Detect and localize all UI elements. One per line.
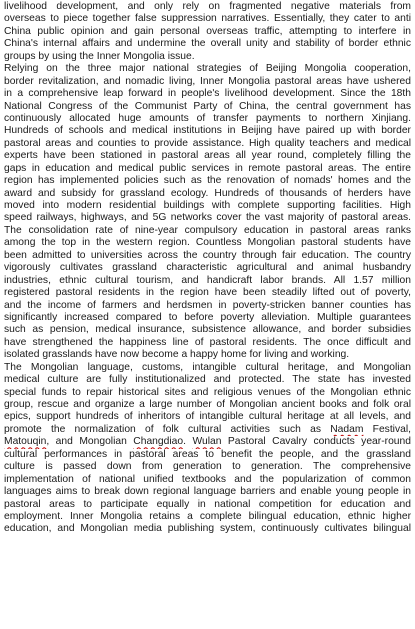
text-line (4, 250, 411, 262)
text-segment: Festival, (363, 423, 411, 435)
text-line (4, 362, 411, 374)
text-line (4, 237, 411, 249)
text-segment: culture is passed down from generation to generation. The comprehensive (4, 461, 411, 473)
text-segment: in a comprehensive leap forward in people's livelihood development. Since the 18th (4, 88, 411, 100)
text-line (4, 1, 411, 13)
text-segment: continuously allocated huge amounts of transfer payments to northern Xinjiang. (4, 112, 411, 124)
text-line (4, 200, 411, 212)
text-line (4, 424, 411, 436)
text-segment: award and subsidy for grassland ecology. Hundreds of thousands of herders have (4, 187, 411, 199)
text-segment: and the income of farmers and herdsmen in poverty-stricken banner counties has (4, 299, 411, 311)
text-segment: industries, ethnic cultural tourism, and handicraft labor brands. All 1.57 million (4, 274, 411, 286)
text-segment: Relying on the three major national strategies of Beijing Mongolia cooperation, (4, 63, 411, 75)
text-line (4, 399, 411, 411)
text-line (4, 38, 411, 50)
text-segment: gaps in education and medical public services in remote pastoral areas. The entire (4, 162, 411, 174)
text-segment: education, and Mongolian media publishing system, continuously cultivates bilingual (4, 523, 411, 535)
text-segment: China public opinion and gain personal overseas traffic, attempting to interfere in (4, 25, 411, 37)
text-line (4, 138, 411, 150)
text-line (4, 150, 411, 162)
text-segment: region has implemented policies such as the renovation of nomads' homes and the (4, 175, 411, 187)
text-line (4, 461, 411, 473)
text-segment: China's internal affairs and undermine the overall unity and stability of border ethnic (4, 38, 411, 50)
text-segment: vigorously cultivates grassland characteristic agricultural and animal husbandry (4, 262, 411, 274)
text-segment: epics, support hundreds of inheritors of intangible cultural heritage at all levels, and (4, 411, 411, 423)
text-segment: moved into modern residential buildings with complete supporting facilities. High (4, 200, 411, 211)
text-line (4, 275, 411, 287)
text-line (4, 175, 411, 187)
text-line (4, 163, 411, 175)
spellcheck-flagged-word: Wulan (192, 436, 222, 448)
text-segment: speed railways, highways, and 5G networks cover the vast majority of pastoral areas. (4, 212, 411, 224)
text-segment: significantly increased compared to before poverty alleviation. Multiple guarantees (4, 311, 411, 323)
text-line (4, 212, 411, 224)
spellcheck-flagged-word: Changdiao (133, 436, 184, 448)
text-segment: have strengthened the happiness line of pastoral residents. The once difficult and (4, 336, 411, 348)
text-line (4, 474, 411, 486)
text-line (4, 26, 411, 38)
text-line (4, 499, 411, 511)
text-segment: National Congress of the Communist Party of China, the central government has (4, 100, 411, 112)
text-line (4, 324, 411, 336)
text-line (4, 387, 411, 399)
text-line (4, 337, 411, 349)
text-segment: pastoral areas to participate equally in national competition for education and (4, 498, 411, 510)
text-segment: among the top in the western region. Countless Mongolian pastoral students have (4, 237, 411, 249)
text-segment: implementation of national unified textbooks and the popularization of common (4, 473, 411, 485)
text-line (4, 349, 411, 361)
text-segment: The consolidation rate of nine-year compulsory education in pastoral areas ranks (4, 224, 411, 236)
text-segment: experts have been stationed in pastoral areas all year round, completely filling the (4, 150, 411, 162)
text-line (4, 300, 411, 312)
text-segment: border revitalization, and nomadic living, Inner Mongolia pastoral areas have ushered (4, 75, 411, 87)
text-segment: overseas to piece together false suppression narratives. Essentially, they cater to anti (4, 13, 411, 25)
text-line (4, 436, 411, 448)
text-line (4, 411, 411, 423)
text-segment: Pastoral Cavalry conducts year-round (221, 436, 411, 448)
text-line (4, 449, 411, 461)
text-segment: promote the normalization of folk cultural activities such as (4, 423, 331, 435)
text-line (4, 262, 411, 274)
text-segment: languages aims to break down regional language barriers and enable young people in (4, 486, 411, 498)
text-segment: Hundreds of schools and medical institutions in Beijing have paired up with border (4, 125, 411, 137)
text-line (4, 51, 411, 63)
text-line (4, 76, 411, 88)
text-line (4, 101, 411, 113)
text-line (4, 113, 411, 125)
text-line (4, 225, 411, 237)
text-line (4, 88, 411, 100)
text-line (4, 63, 411, 75)
spellcheck-flagged-word: Nadam (330, 423, 364, 435)
spellcheck-flagged-word: Matouqin (4, 436, 47, 448)
text-line (4, 523, 411, 535)
text-segment: such as pension, medical insurance, subsistence allowance, and border subsidies (4, 324, 411, 336)
text-segment: registered pastoral residents in the region have been steadily lifted out of poverty, (4, 287, 411, 299)
text-segment: employment. Inner Mongolia retains a complete bilingual education, ethnic higher (4, 510, 411, 522)
text-segment: The Mongolian language, customs, intangible cultural heritage, and Mongolian (4, 361, 411, 373)
text-line (4, 287, 411, 299)
text-segment: , and Mongolian (46, 436, 134, 448)
text-line (4, 188, 411, 200)
text-line (4, 511, 411, 523)
text-line (4, 125, 411, 137)
text-segment: special funds to repair historical sites and religious venues of the Mongolian ethnic (4, 386, 411, 398)
text-segment: medical culture are fully institutionalized and protected. The state has invested (4, 374, 411, 386)
text-segment: . (183, 436, 193, 448)
text-segment: group, rescue and organize a large number of Mongolian ancient books and folk oral (4, 399, 411, 410)
text-line (4, 374, 411, 386)
text-line (4, 486, 411, 498)
text-line (4, 312, 411, 324)
text-line (4, 13, 411, 25)
text-segment: been admitted to universities across the country through fair education. The country (4, 249, 411, 261)
text-segment: groups by using the Inner Mongolia issue. (4, 50, 195, 62)
text-segment: isolated grasslands have now become a happy home for living and working. (4, 349, 350, 361)
text-segment: livelihood development, and only rely on fragmented negative materials from (4, 1, 411, 12)
text-segment: pastoral areas and counties to provide assistance. High quality teachers and medical (4, 137, 411, 149)
text-segment: cultural performances in pastoral areas to benefit the people, and the grassland (4, 448, 411, 460)
